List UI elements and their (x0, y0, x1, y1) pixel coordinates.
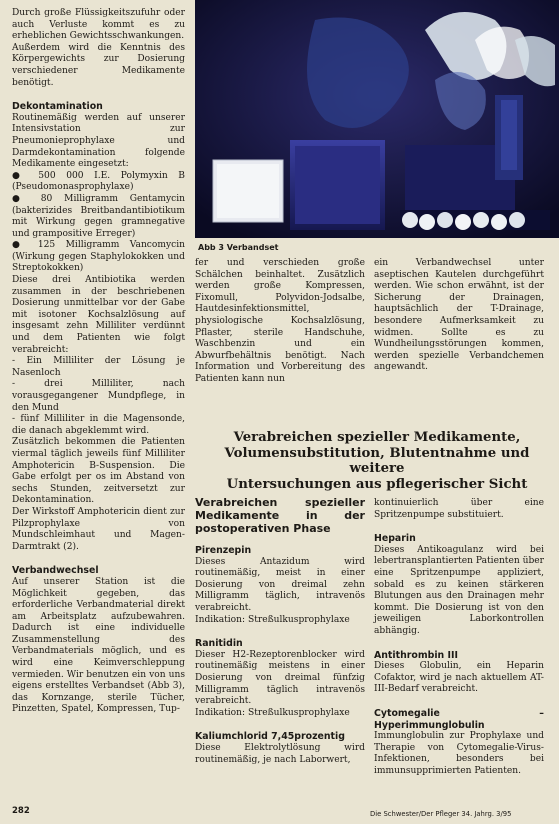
paragraph: fer und verschieden große Schälchen beinhaltet. Zusätzlich werden große Kompressen, Fixomull, Polyvidon-Jodsalbe, Hautdesinfektionsmittel, physiologische Kochsalzlösung, Pflaster, sterile Handschuhe, Waschbenzin und ein Abwurfbehältnis benötigt. Nach Information und Vorbereitung des Patienten kann nun (195, 258, 365, 384)
paragraph: Immunglobulin zur Prophylaxe und Therapie von Cytomegalie-Virus-Infektionen, besonders bei immunsupprimierten Patienten. (374, 731, 544, 776)
journal-reference: Die Schwester/Der Pfleger 34. Jahrg. 3/95 (370, 810, 512, 818)
paragraph: Routinemäßig werden auf unserer Intensivstation zur Pneumonieprophylaxe und Darmdekontamination folgende Medikamente eingesetzt: (12, 112, 185, 170)
paragraph: Indikation: Streßulkusprophylaxe (195, 707, 350, 718)
heading-dekontamination: Dekontamination (12, 101, 103, 113)
section-title (195, 430, 559, 492)
paragraph: Indikation: Streßulkusprophylaxe (195, 614, 350, 625)
paragraph: Durch große Flüssigkeitszufuhr oder auch Verluste kommt es zu erheblichen Gewichtsschwankungen. (12, 8, 185, 42)
paragraph: Diese Elektrolytlösung wird routinemäßig, je nach Laborwert, (195, 742, 365, 765)
paragraph: Dieser H2-Rezeptorenblocker wird routinemäßig meistens in einer Dosierung von dreimal fünfzig Milligramm täglich intravenös verabreicht. (195, 649, 365, 707)
bullet-item: ● 500 000 I.E. Polymyxin B (Pseudomonasprophylaxe) (12, 170, 185, 193)
heading-ranitidin: Ranitidin (195, 638, 243, 650)
page-number: 282 (12, 806, 30, 816)
list-item: - drei Milliliter, nach vorausgegangener Mundpflege, in den Mund (12, 379, 185, 413)
paragraph: kontinuierlich über eine Spritzenpumpe substituiert. (374, 498, 544, 520)
heading-verbandwechsel: Verbandwechsel (12, 565, 99, 577)
heading-kaliumchlorid: Kaliumchlorid 7,45prozentig (195, 731, 345, 743)
heading-antithrombin: Antithrombin III (374, 649, 458, 661)
column-right-lower (374, 498, 544, 777)
column-right (374, 258, 544, 374)
paragraph: Der Wirkstoff Amphotericin dient zur Pilzprophylaxe von Mundschleimhaut und Magen-Darmtrakt (2). (12, 506, 185, 552)
section-title-line: Volumensubstitution, Blutentnahme und weitere (224, 445, 530, 476)
column-middle-lower (195, 496, 365, 766)
paragraph: Diese drei Antibiotika werden zusammen in der beschriebenen Dosierung unmittelbar vor der Gabe mit isotoner Kochsalzlösung auf insgesamt zehn Milliliter verdünnt und dem Patienten wie folgt verabreicht: (12, 275, 185, 355)
section-title-line: Verabreichen spezieller Medikamente, (233, 430, 521, 445)
figure-caption: Abb 3 Verbandset (198, 243, 279, 252)
bullet-item: ● 80 Milligramm Gentamycin (bakterizides Breitbandantibiotikum mit Wirkung gegen gramnegative und grampositive Erreger) (12, 193, 185, 239)
paragraph: Dieses Globulin, ein Heparin Cofaktor, wird je nach aktuellem AT-III-Bedarf verabreicht. (374, 661, 544, 695)
paragraph: Auf unserer Station ist die Möglichkeit gegeben, das erforderliche Verbandmaterial direkt am Arbeitsplatz aufzubewahren. Dadurch ist eine individuelle Zusammenstellung des Verbandmaterials möglich, und es wird eine Keimverschleppung vermieden. Wir benutzen ein von uns eigens erstelltes Verbandset (Abb 3), das Kornzange, sterile Tücher, Pinzetten, Spatel, Kompressen, Tup- (12, 576, 185, 715)
verbandset-photo (195, 0, 559, 238)
column-middle (195, 258, 365, 386)
subheading: Verabreichen spezieller Medikamente in der postoperativen Phase (195, 496, 365, 535)
list-item: - fünf Milliliter in die Magensonde, die danach abgeklemmt wird. (12, 414, 185, 436)
bullet-item: ● 125 Milligramm Vancomycin (Wirkung gegen Staphylokokken und Streptokokken) (12, 240, 185, 274)
paragraph: Zusätzlich bekommen die Patienten viermal täglich jeweils fünf Milliliter Amphotericin B-Suspension. Die Gabe erfolgt per os im Abstand von sechs Stunden, zeitversetzt zur Dekontamination. (12, 437, 185, 506)
heading-heparin: Heparin (374, 533, 416, 545)
list-item: - Ein Milliliter der Lösung je Nasenloch (12, 356, 185, 378)
paragraph: Dieses Antazidum wird routinemäßig, meist in einer Dosierung von dreimal zehn Milligramm täglich, intravenös verabreicht. (195, 556, 365, 613)
paragraph: Außerdem wird die Kenntnis des Körpergewichts zur Dosierung verschiedener Medikamente benötigt. (12, 42, 185, 88)
heading-pirenzepin: Pirenzepin (195, 545, 252, 556)
column-left (12, 8, 185, 716)
paragraph: Dieses Antikoagulanz wird bei lebertransplantierten Patienten über eine Spritzenpumpe appliziert, sobald es zu keinen stärkeren Blutungen aus den Drainagen mehr kommt. Die Dosierung ist von den jeweiligen Laborkontrollen abhängig. (374, 544, 544, 636)
section-title-line: Untersuchungen aus pflegerischer Sicht (226, 476, 528, 492)
photo-illustration (195, 0, 559, 238)
heading-cytomegalie: Cytomegalie – Hyperimmunglobulin (374, 707, 544, 731)
paragraph: ein Verbandwechsel unter aseptischen Kautelen durchgeführt werden. Wie schon erwähnt, ist der Sicherung der Drainagen, hauptsächlich der T-Drainage, besondere Aufmerksamkeit zu widmen. Sollte es zu Wundheilungsstörungen kommen, werden spezielle Verbandchemen angewandt. (374, 258, 544, 373)
